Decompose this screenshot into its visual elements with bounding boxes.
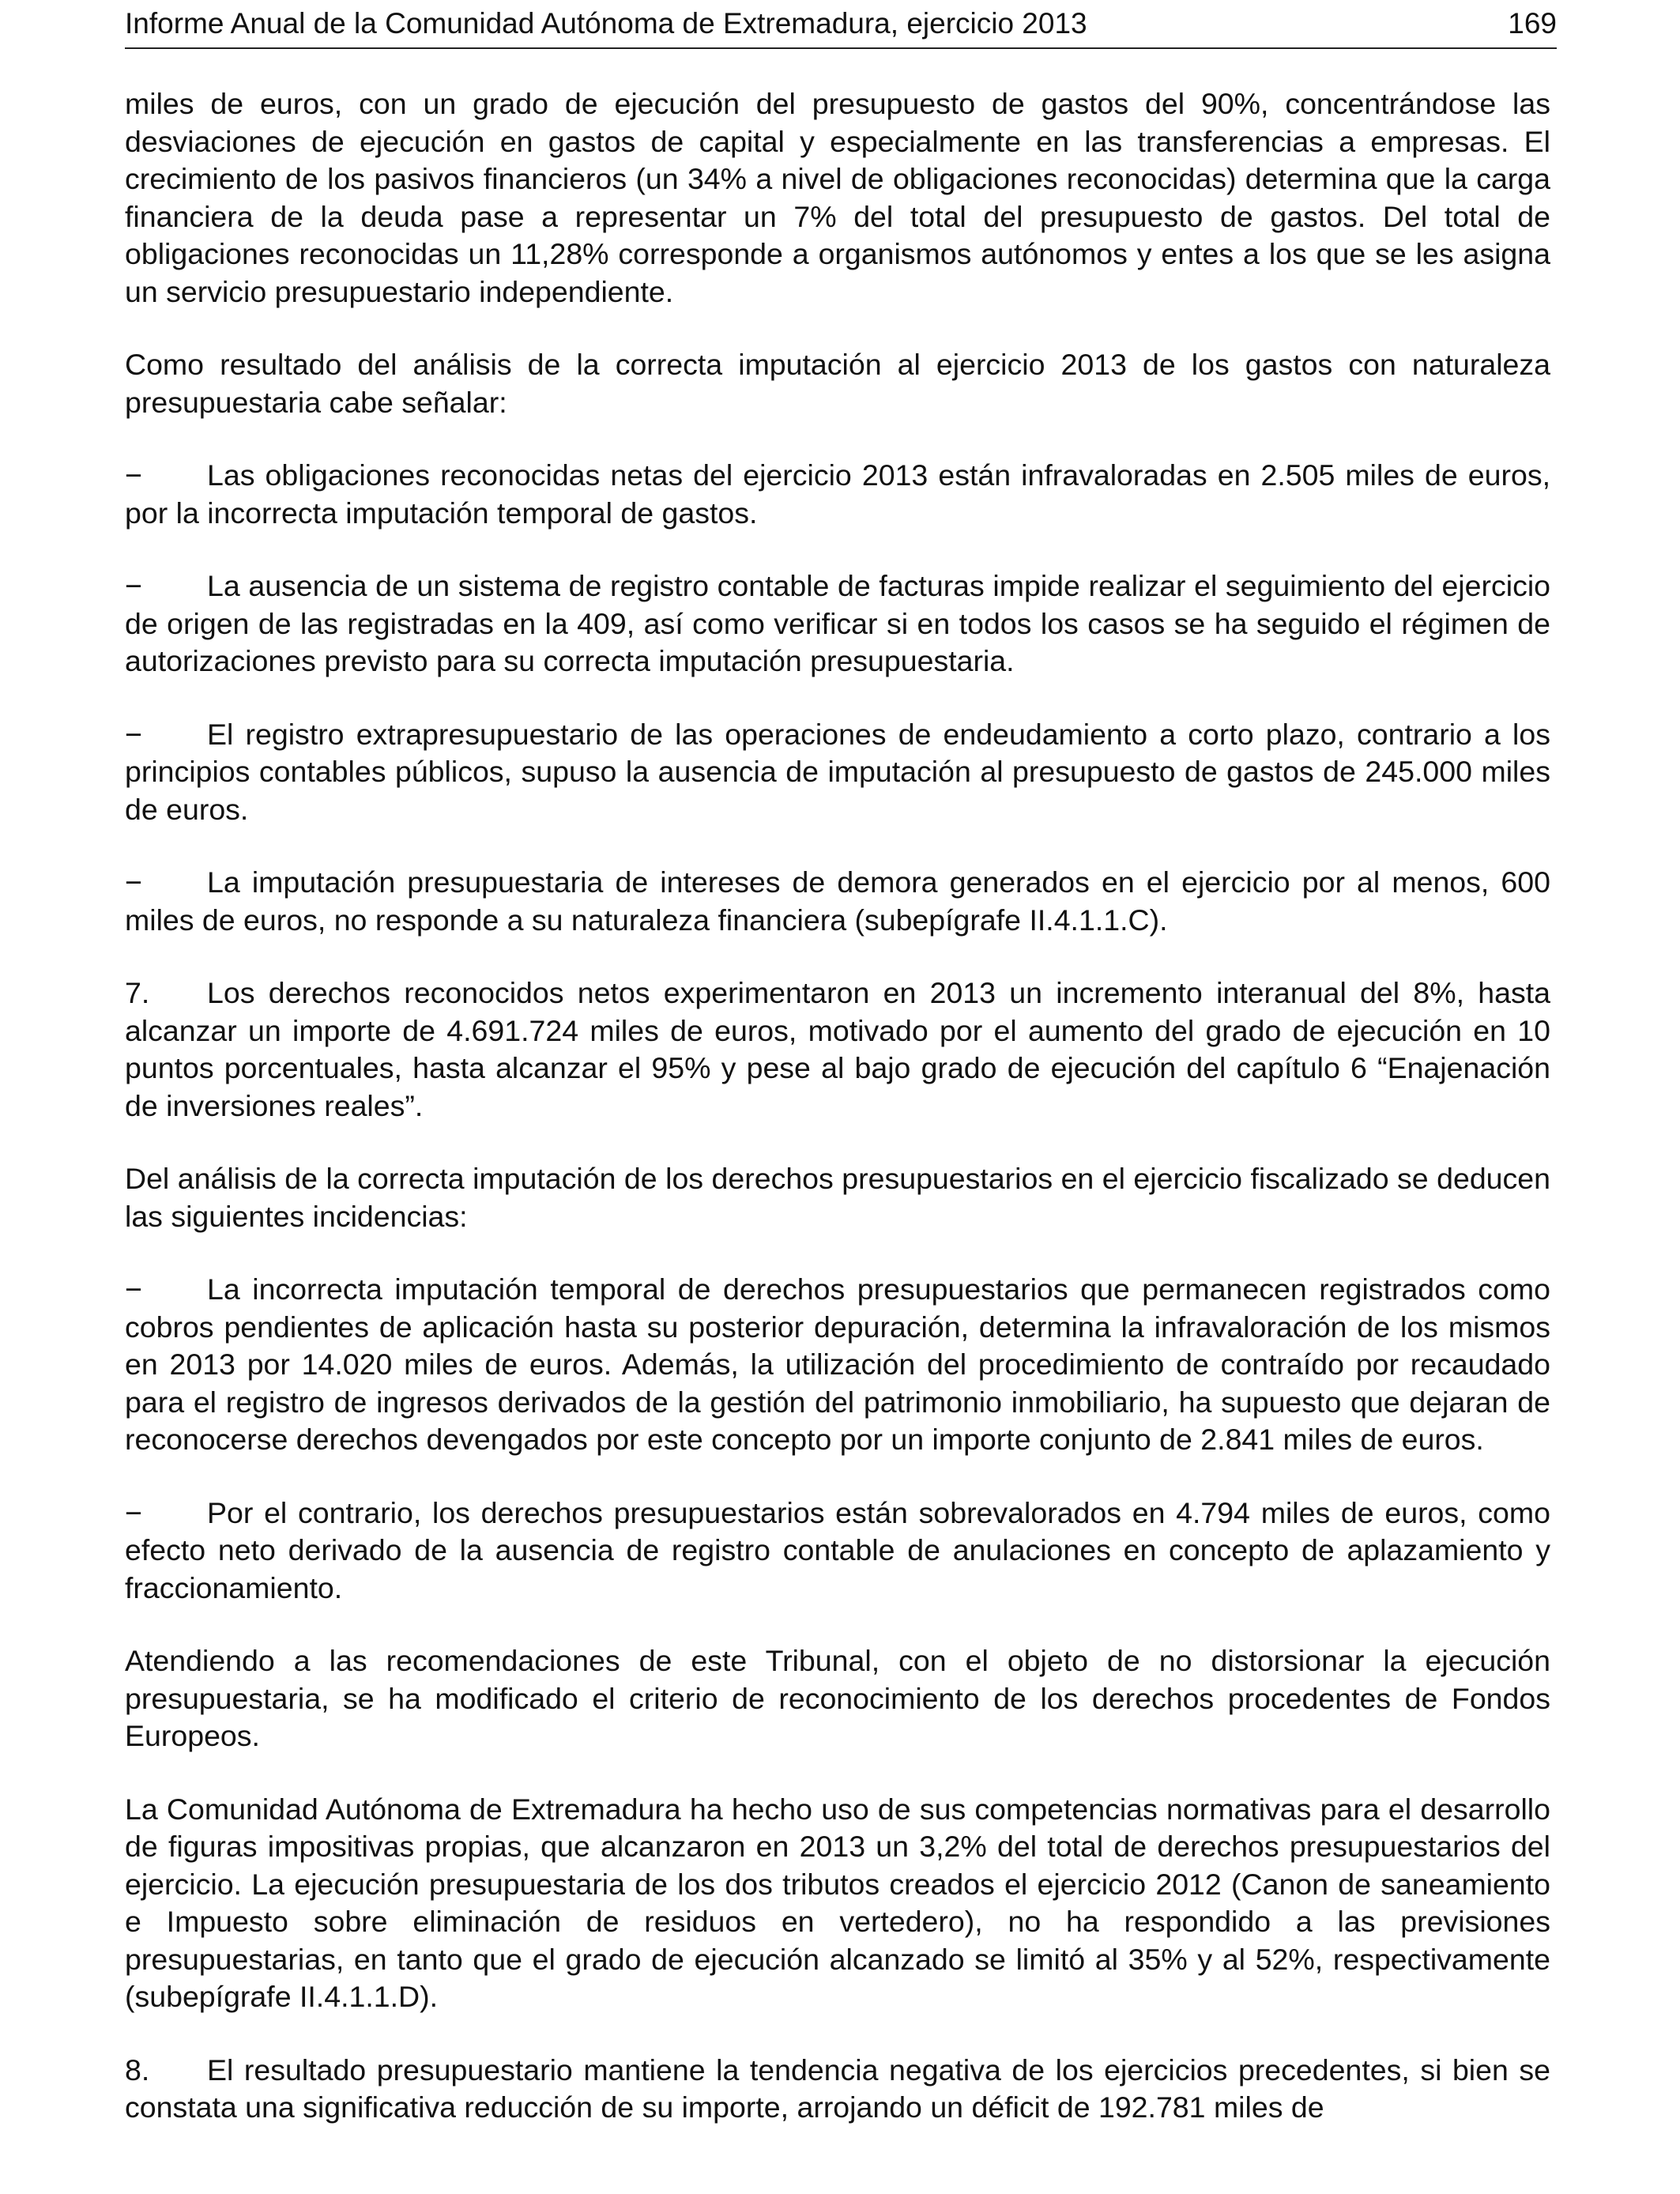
paragraph-text: La ausencia de un sistema de registro contable de facturas impide realizar el seguimiento del ejercicio de origen de las registradas en la 409, así como verificar si en todos los casos se ha seguido el régimen de autorizaciones previsto para su correcta imputación presupuestaria. <box>125 569 1550 677</box>
body-text <box>125 85 1550 2127</box>
dash-marker: − <box>125 1495 142 1529</box>
paragraph-text: El registro extrapresupuestario de las operaciones de endeudamiento a corto plazo, contrario a los principios contables públicos, supuso la ausencia de imputación al presupuesto de gastos de 245.000 miles de euros. <box>125 717 1550 826</box>
paragraph-text: Del análisis de la correcta imputación de los derechos presupuestarios en el ejercicio fiscalizado se deducen las siguientes incidencias: <box>125 1162 1550 1233</box>
paragraph <box>125 1642 1550 1755</box>
number-marker: 7. <box>125 976 150 1009</box>
paragraph-text: Por el contrario, los derechos presupuestarios están sobrevalorados en 4.794 miles de euros, como efecto neto derivado de la ausencia de registro contable de anulaciones en concepto de aplazamiento y fraccionamiento. <box>125 1495 1550 1604</box>
dash-marker: − <box>125 458 142 492</box>
paragraph-text: Las obligaciones reconocidas netas del ejercicio 2013 están infravaloradas en 2.505 miles de euros, por la incorrecta imputación temporal de gastos. <box>125 458 1550 530</box>
header-title: Informe Anual de la Comunidad Autónoma de Extremadura, ejercicio 2013 <box>125 7 1087 40</box>
page-number: 169 <box>1508 7 1557 40</box>
bullet-item <box>125 567 1550 680</box>
paragraph-text: La imputación presupuestaria de intereses de demora generados en el ejercicio por al menos, 600 miles de euros, no responde a su naturaleza financiera (subepígrafe II.4.1.1.C). <box>125 865 1550 937</box>
bullet-item <box>125 716 1550 829</box>
paragraph-text: Atendiendo a las recomendaciones de este Tribunal, con el objeto de no distorsionar la ejecución presupuestaria, se ha modificado el criterio de reconocimiento de los derechos procedentes de Fondos Europeos. <box>125 1644 1550 1752</box>
paragraph-text: Los derechos reconocidos netos experimentaron en 2013 un incremento interanual del 8%, hasta alcanzar un importe de 4.691.724 miles de euros, motivado por el aumento del grado de ejecución en 10 puntos porcentuales, hasta alcanzar el 95% y pese al bajo grado de ejecución del capítulo 6 “Enajenación de inversiones reales”. <box>125 976 1550 1122</box>
page-header <box>125 6 1557 49</box>
paragraph <box>125 85 1550 311</box>
paragraph-text: miles de euros, con un grado de ejecución del presupuesto de gastos del 90%, concentrándose las desviaciones de ejecución en gastos de capital y especialmente en las transferencias a empresas. El crecimiento de los pasivos financieros (un 34% a nivel de obligaciones reconocidas) determina que la carga financiera de la deuda pase a representar un 7% del total del presupuesto de gastos. Del total de obligaciones reconocidas un 11,28% corresponde a organismos autónomos y entes a los que se les asigna un servicio presupuestario independiente. <box>125 87 1550 308</box>
paragraph <box>125 346 1550 421</box>
bullet-item <box>125 1495 1550 1608</box>
numbered-item <box>125 2052 1550 2127</box>
dash-marker: − <box>125 569 142 602</box>
number-marker: 8. <box>125 2053 150 2087</box>
paragraph-text: La incorrecta imputación temporal de derechos presupuestarios que permanecen registrados como cobros pendientes de aplicación hasta su posterior depuración, determina la infravaloración de los mismos en 2013 por 14.020 miles de euros. Además, la utilización del procedimiento de contraído por recaudado para el registro de ingresos derivados de la gestión del patrimonio inmobiliario, ha supuesto que dejaran de reconocerse derechos devengados por este concepto por un importe conjunto de 2.841 miles de euros. <box>125 1272 1550 1456</box>
numbered-item <box>125 974 1550 1125</box>
paragraph-text: Como resultado del análisis de la correcta imputación al ejercicio 2013 de los gastos con naturaleza presupuestaria cabe señalar: <box>125 348 1550 419</box>
dash-marker: − <box>125 717 142 751</box>
paragraph-text: El resultado presupuestario mantiene la tendencia negativa de los ejercicios precedentes, si bien se constata una significativa reducción de su importe, arrojando un déficit de 192.781 miles de <box>125 2053 1550 2124</box>
paragraph <box>125 1791 1550 2016</box>
bullet-item <box>125 457 1550 532</box>
dash-marker: − <box>125 1272 142 1306</box>
paragraph-text: La Comunidad Autónoma de Extremadura ha hecho uso de sus competencias normativas para el desarrollo de figuras impositivas propias, que alcanzaron en 2013 un 3,2% del total de derechos presupuestarios del ejercicio. La ejecución presupuestaria de los dos tributos creados el ejercicio 2012 (Canon de saneamiento e Impuesto sobre eliminación de residuos en vertedero), no ha respondido a las previsiones presupuestarias, en tanto que el grado de ejecución alcanzado se limitó al 35% y al 52%, respectivamente (subepígrafe II.4.1.1.D). <box>125 1792 1550 2013</box>
bullet-item <box>125 864 1550 939</box>
dash-marker: − <box>125 865 142 899</box>
paragraph <box>125 1160 1550 1235</box>
bullet-item <box>125 1271 1550 1459</box>
